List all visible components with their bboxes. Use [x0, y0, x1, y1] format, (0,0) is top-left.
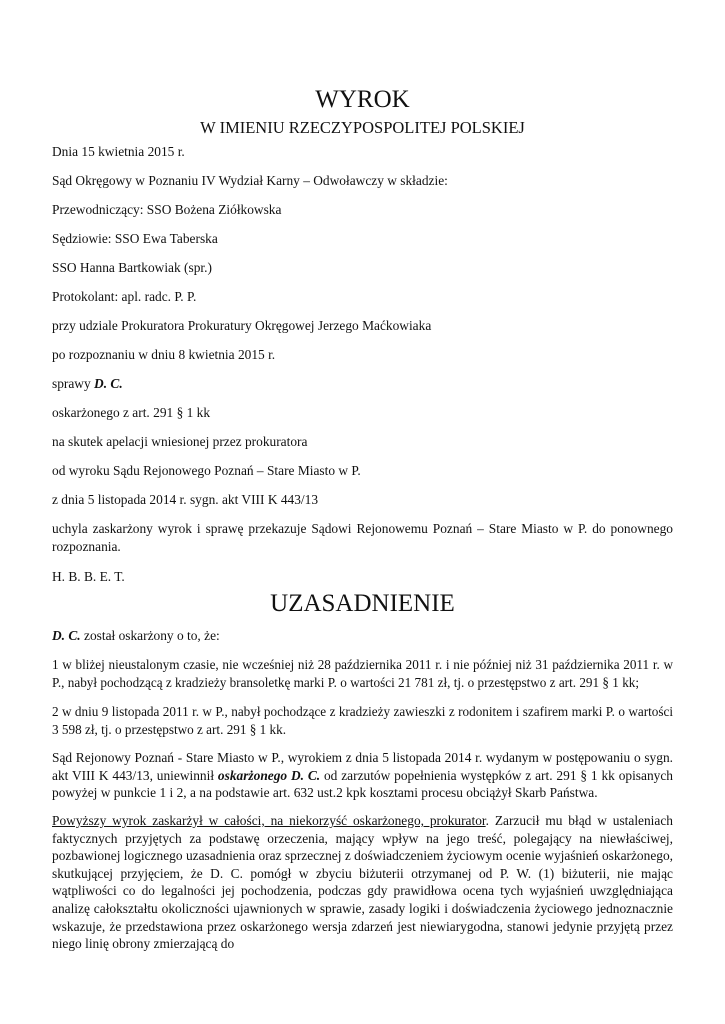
appeal-paragraph	[52, 812, 673, 953]
case-prefix: sprawy	[52, 376, 95, 391]
initials: H. B. B. E. T.	[52, 569, 125, 584]
case-line	[52, 375, 123, 392]
lower-court-defendant: oskarżonego D. C.	[217, 767, 321, 783]
charge: oskarżonego z art. 291 § 1 kk	[52, 405, 211, 420]
appeal-underlined: Powyższy wyrok zaskarżył w całości, na niekorzyść oskarżonego, prokurator	[52, 813, 486, 828]
justification-title: UZASADNIENIE	[270, 590, 455, 617]
justification-intro	[52, 627, 220, 644]
prosecutor: przy udziale Prokuratora Prokuratury Okręgowej Jerzego Maćkowiaka	[52, 318, 432, 333]
ruling: uchyla zaskarżony wyrok i sprawę przekazuje Sądowi Rejonowemu Poznań – Stare Miasto w P. do ponownego rozpoznania.	[52, 521, 673, 554]
lower-court-judgment	[52, 749, 673, 802]
appealed-judgment: od wyroku Sądu Rejonowego Poznań – Stare Miasto w P.	[52, 463, 361, 478]
court-composition: Sąd Okręgowy w Poznaniu IV Wydział Karny – Odwoławczy w składzie:	[52, 173, 448, 188]
intro-defendant-name: D. C.	[52, 628, 81, 643]
document-title: WYROK	[315, 86, 410, 113]
reporting-judge: SSO Hanna Bartkowiak (spr.)	[52, 260, 212, 275]
document-subtitle: W IMIENIU RZECZYPOSPOLITEJ POLSKIEJ	[200, 118, 525, 137]
defendant-name: D. C.	[94, 376, 123, 391]
judges: Sędziowie: SSO Ewa Taberska	[52, 231, 218, 246]
appeal-text: . Zarzucił mu błąd w ustaleniach faktycznych przyjętych za podstawę orzeczenia, mający wpływ na jego treść, polegający na niewłaściwej, pozbawionej logicznego uzasadnienia oraz sprzecznej z doświadczeniem życiowym ocenie wyjaśnień oskarżonego, skutkującej przyjęciem, że D. C. pomógł w zbyciu biżuterii otrzymanej od P. W. (1) biżuterii, nie mając wątpliwości co do legalności jej pochodzenia, podczas gdy prawidłowa ocena tych wyjaśnień uwzględniająca analizę całokształtu okoliczności ujawnionych w sprawie, zasady logiki i doświadczenia życiowego jednoznacznie wskazuje, że przedstawiona przez oskarżonego wersja zdarzeń jest niewiarygodna, stanowi jedynie przyjętą przez niego linię obrony zmierzającą do	[52, 813, 673, 952]
presiding-judge: Przewodniczący: SSO Bożena Ziółkowska	[52, 202, 282, 217]
count-2: 2 w dniu 9 listopada 2011 r. w P., nabył pochodzące z kradzieży zawieszki z rodonitem i szafirem marki P. o wartości 3 598 zł, tj. o przestępstwo z art. 291 § 1 kk.	[52, 704, 673, 737]
hearing-date: po rozpoznaniu w dniu 8 kwietnia 2015 r.	[52, 347, 276, 362]
verdict-date: Dnia 15 kwietnia 2015 r.	[52, 144, 185, 159]
count-1: 1 w bliżej nieustalonym czasie, nie wcześniej niż 28 października 2011 r. i nie później niż 31 października 2011 r. w P., nabył pochodzącą z kradzieży bransoletkę marki P. o wartości 21 781 zł, tj. o przestępstwo z art. 291 § 1 kk;	[52, 657, 673, 690]
judgment-date: z dnia 5 listopada 2014 r. sygn. akt VIII K 443/13	[52, 492, 319, 507]
lower-court-part-c: od zarzutów popełnienia występków z art. 291 § 1 kk opisanych powyżej w punkcie 1 i 2, a na podstawie art. 632 ust.2 kpk kosztami procesu obciążył Skarb Państwa.	[52, 767, 673, 801]
court-clerk: Protokolant: apl. radc. P. P.	[52, 289, 197, 304]
appeal-line: na skutek apelacji wniesionej przez prokuratora	[52, 434, 308, 449]
lower-court-part-a: Sąd Rejonowy Poznań - Stare Miasto w P., wyrokiem z dnia 5 listopada 2014 r. wydanym w postępowaniu o sygn. akt VIII K 443/13, uniewinnił	[52, 750, 673, 783]
intro-text: został oskarżony o to, że:	[80, 628, 220, 643]
